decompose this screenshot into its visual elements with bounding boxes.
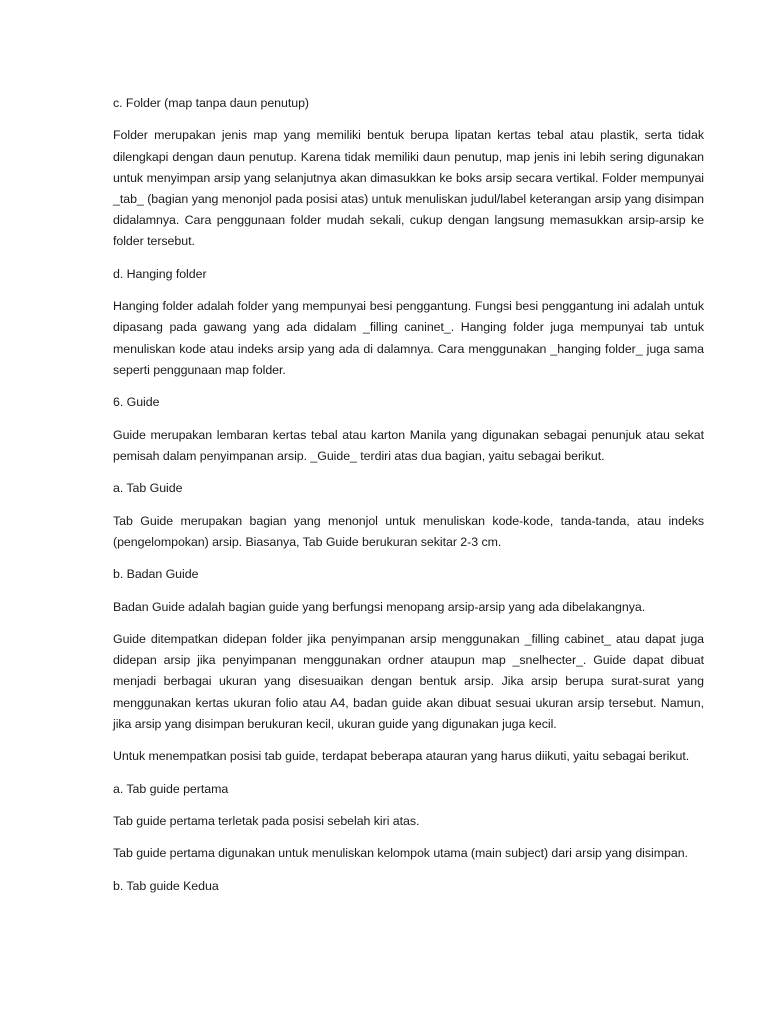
paragraph-guide-placement: Guide ditempatkan didepan folder jika penyimpanan arsip menggunakan _filling cabinet_ atau dapat juga didepan arsip jika penyimpanan menggunakan ordner ataupun map _snelhecter_. Guide dapat dibuat menjadi berbagai ukuran yang disesuaikan dengan bentuk arsip. Jika arsip berupa surat-surat yang menggunakan kertas ukuran folio atau A4, badan guide akan dibuat sesuai ukuran arsip tersebut. Namun, jika arsip yang disimpan berukuran kecil, ukuran guide yang digunakan juga kecil. (113, 631, 704, 731)
paragraph-tab-guide-pertama-position: Tab guide pertama terletak pada posisi sebelah kiri atas. (113, 813, 420, 828)
heading-guide: 6. Guide (113, 395, 160, 410)
paragraph-hanging-folder: Hanging folder adalah folder yang mempunyai besi penggantung. Fungsi besi penggantung ini adalah untuk dipasang pada gawang yang ada didalam _filling caninet_. Hanging folder juga mempunyai tab untuk menuliskan kode atau indeks arsip yang ada di dalamnya. Cara menggunakan _hanging folder_ juga sama seperti penggunaan map folder. (113, 299, 704, 377)
heading-folder: c. Folder (map tanpa daun penutup) (113, 96, 309, 110)
heading-badan-guide: b. Badan Guide (113, 567, 199, 582)
paragraph-tab-guide-pertama-use: Tab guide pertama digunakan untuk menuliskan kelompok utama (main subject) dari arsip yang disimpan. (113, 846, 688, 861)
paragraph-badan-guide: Badan Guide adalah bagian guide yang berfungsi menopang arsip-arsip yang ada dibelakangnya. (113, 599, 646, 614)
paragraph-tab-guide-rules: Untuk menempatkan posisi tab guide, terdapat beberapa atauran yang harus diikuti, yaitu sebagai berikut. (113, 749, 690, 764)
paragraph-tab-guide: Tab Guide merupakan bagian yang menonjol untuk menuliskan kode-kode, tanda-tanda, atau indeks (pengelompokan) arsip. Biasanya, Tab Guide berukuran sekitar 2-3 cm. (113, 513, 704, 549)
paragraph-folder: Folder merupakan jenis map yang memiliki bentuk berupa lipatan kertas tebal atau plastik, serta tidak dilengkapi dengan daun penutup. Karena tidak memiliki daun penutup, map jenis ini lebih sering digunakan untuk menyimpan arsip yang selanjutnya akan dimasukkan ke boks arsip secara vertikal. Folder mempunyai _tab_ (bagian yang menonjol pada posisi atas) untuk menuliskan judul/label keterangan arsip yang disimpan didalamnya. Cara penggunaan folder mudah sekali, cukup dengan langsung memasukkan arsip-arsip ke folder tersebut. (113, 128, 704, 249)
paragraph-guide: Guide merupakan lembaran kertas tebal atau karton Manila yang digunakan sebagai penunjuk atau sekat pemisah dalam penyimpanan arsip. _Guide_ terdiri atas dua bagian, yaitu sebagai berikut. (113, 427, 704, 463)
heading-tab-guide-kedua: b. Tab guide Kedua (113, 878, 219, 893)
heading-hanging-folder: d. Hanging folder (113, 266, 207, 281)
heading-tab-guide: a. Tab Guide (113, 481, 183, 496)
heading-tab-guide-pertama: a. Tab guide pertama (113, 781, 229, 796)
